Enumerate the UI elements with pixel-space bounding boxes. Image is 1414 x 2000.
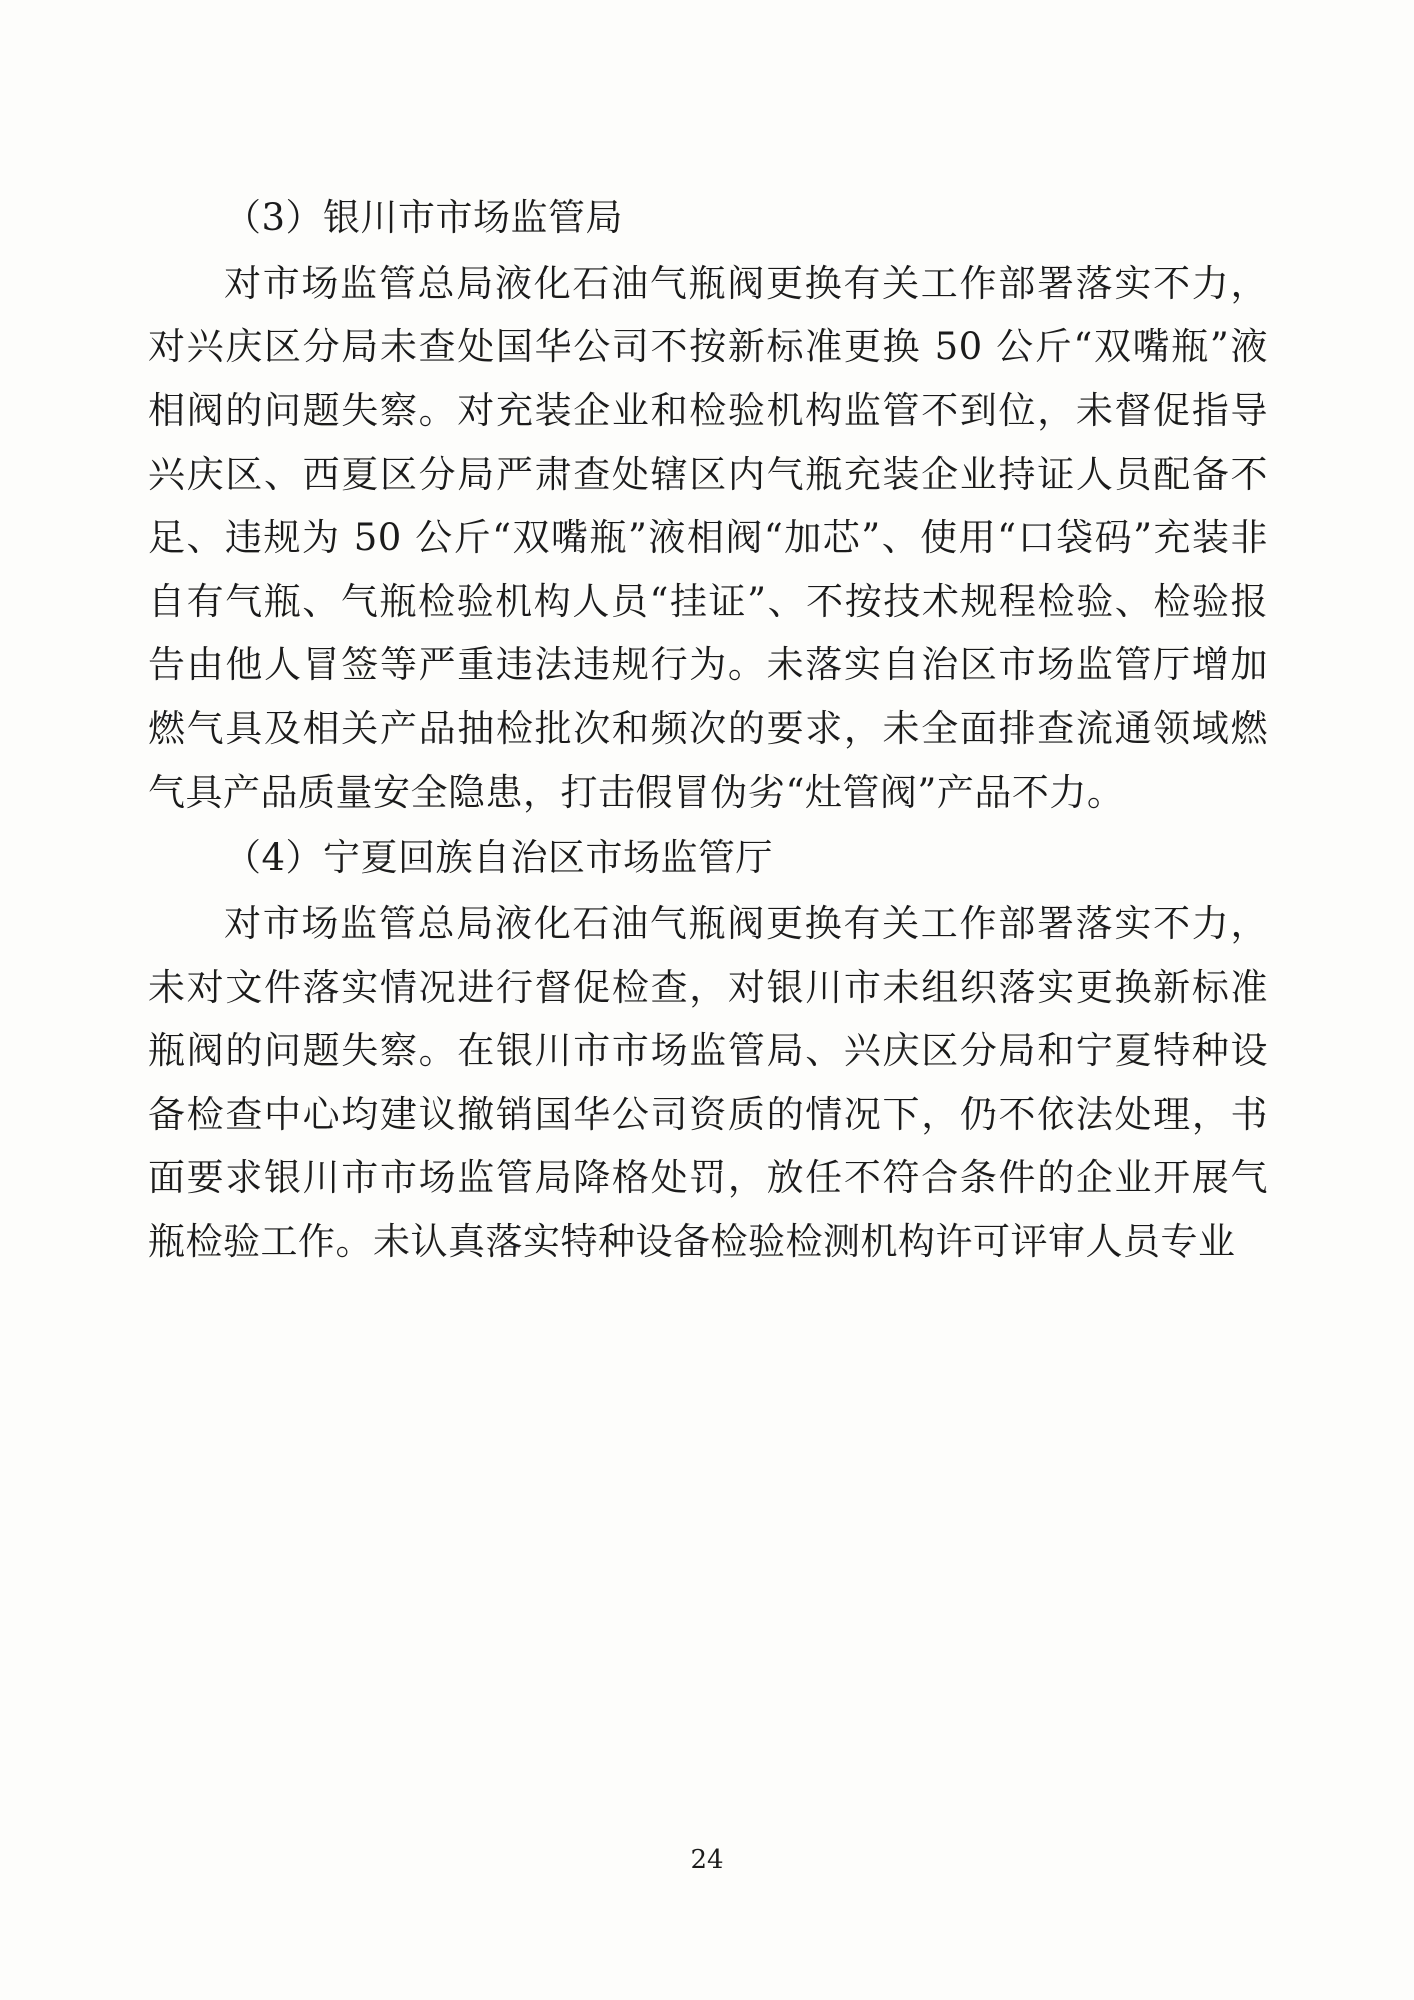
section-body-4: 对市场监管总局液化石油气瓶阀更换有关工作部署落实不力，未对文件落实情况进行督促检查，对银川市未组织落实更换新标准瓶阀的问题失察。在银川市市场监管局、兴庆区分局和宁夏特种设备检查中心均建议撤销国华公司资质的情况下，仍不依法处理，书面要求银川市市场监管局降格处罚，放任不符合条件的企业开展气瓶检验工作。未认真落实特种设备检验检测机构许可评审人员专业 (148, 901, 1268, 1263)
page-content (148, 186, 1268, 1276)
section-body-3: 对市场监管总局液化石油气瓶阀更换有关工作部署落实不力，对兴庆区分局未查处国华公司不按新标准更换 50 公斤“双嘴瓶”液相阀的问题失察。对充装企业和检验机构监管不到位，未督促指导兴庆区、西夏区分局严肃查处辖区内气瓶充装企业持证人员配备不足、违规为 50 公斤“双嘴瓶”液相阀“加芯”、使用“口袋码”充装非自有气瓶、气瓶检验机构人员“挂证”、不按技术规程检验、检验报告由他人冒签等严重违法违规行为。未落实自治区市场监管厅增加燃气具及相关产品抽检批次和频次的要求，未全面排查流通领域燃气具产品质量安全隐患，打击假冒伪劣“灶管阀”产品不力。 (148, 261, 1268, 814)
page-number: 24 (690, 1845, 724, 1875)
section-heading-4: （4）宁夏回族自治区市场监管厅 (224, 836, 774, 880)
section-heading-3: （3）银川市市场监管局 (224, 196, 624, 239)
